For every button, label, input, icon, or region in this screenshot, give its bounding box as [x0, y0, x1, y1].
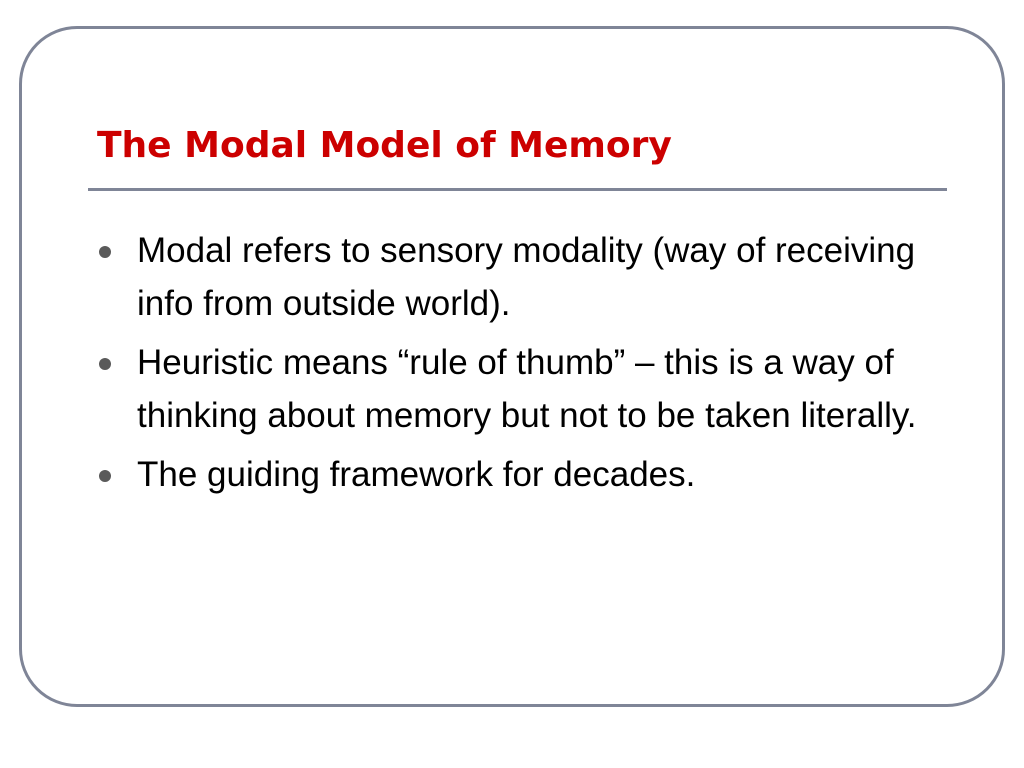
bullet-item-modal	[99, 224, 939, 330]
bullet-item-framework	[99, 448, 939, 501]
bullet-dot-icon	[99, 246, 111, 258]
title-divider	[88, 188, 947, 191]
bullet-text: Heuristic means “rule of thumb” – this is a way of thinking about memory but not to be taken literally.	[137, 343, 917, 435]
bullet-text: Modal refers to sensory modality (way of receiving info from outside world).	[137, 231, 916, 323]
bullet-text: The guiding framework for decades.	[137, 455, 696, 494]
bullet-dot-icon	[99, 358, 111, 370]
slide-title: The Modal Model of Memory	[97, 125, 672, 166]
bullet-item-heuristic	[99, 336, 939, 442]
bullet-list	[99, 224, 939, 507]
bullet-dot-icon	[99, 470, 111, 482]
